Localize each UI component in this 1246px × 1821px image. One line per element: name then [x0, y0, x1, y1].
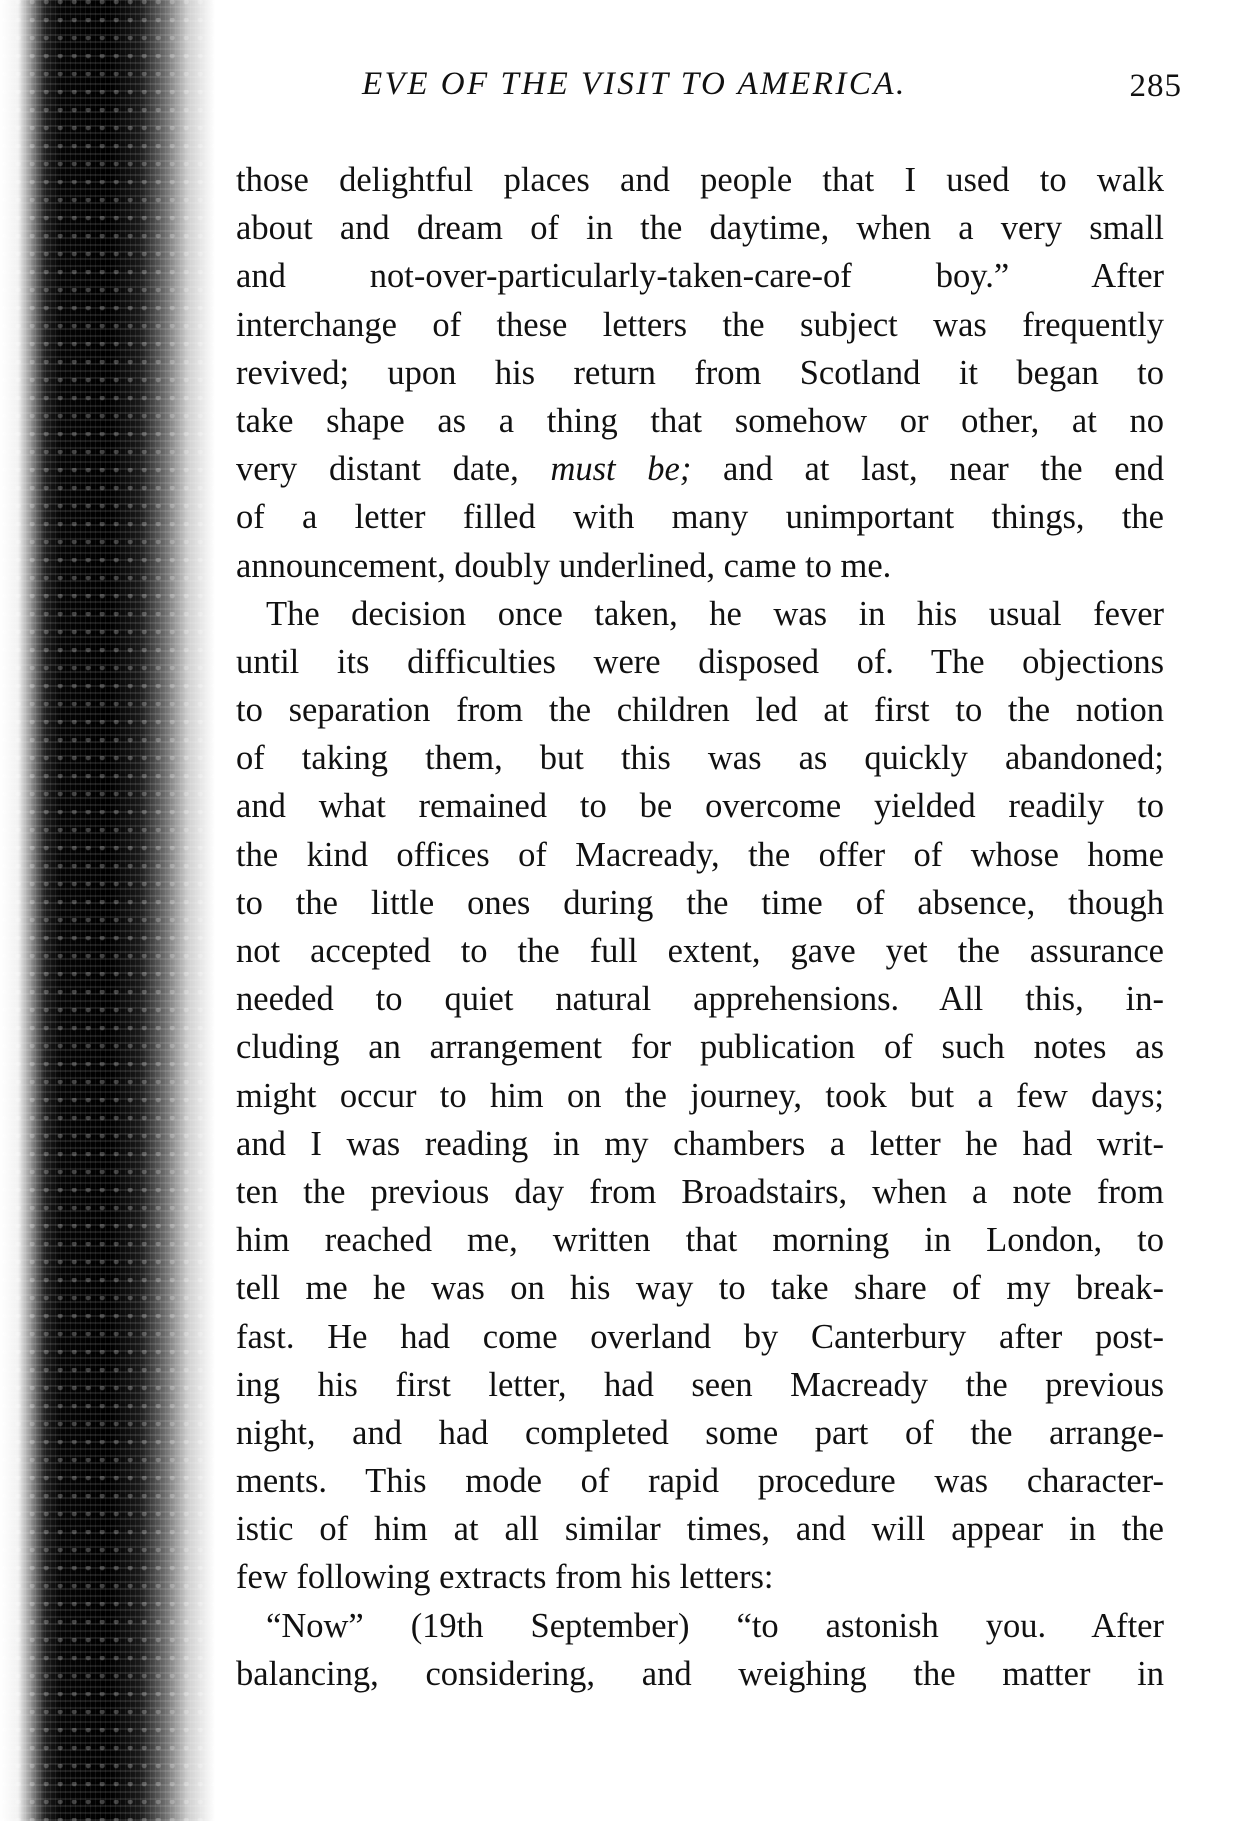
- text-line: night, and had completed some part of the arrange-: [236, 1413, 1164, 1452]
- text-line: ten the previous day from Broadstairs, when a note from: [236, 1172, 1164, 1211]
- text-line: revived; upon his return from Scotland it began to: [236, 353, 1164, 392]
- text-line: ments. This mode of rapid procedure was character-: [236, 1462, 1164, 1501]
- text-line: tell me he was on his way to take share of my break-: [236, 1269, 1164, 1308]
- text-line: take shape as a thing that somehow or other, at no: [236, 401, 1164, 440]
- text-line: of a letter filled with many unimportant things, the: [236, 498, 1164, 537]
- text-line: those delightful places and people that I used to walk: [236, 161, 1164, 199]
- text-segment: very distant date,: [236, 450, 519, 489]
- text-line: not accepted to the full extent, gave yet the assurance: [236, 932, 1164, 970]
- text-line: fast. He had come overland by Canterbury after post-: [236, 1317, 1164, 1356]
- text-line: cluding an arrangement for publication of such notes as: [236, 1028, 1164, 1067]
- text-line: about and dream of in the daytime, when a very small: [236, 209, 1164, 248]
- text-line: of taking them, but this was as quickly abandoned;: [236, 739, 1164, 778]
- running-head: EVE OF THE VISIT TO AMERICA.: [362, 66, 907, 102]
- text-line: to separation from the children led at first to the notion: [236, 691, 1164, 730]
- emphasis-must-be: must be;: [550, 450, 692, 489]
- text-line: announcement, doubly underlined, came to me.: [236, 546, 892, 585]
- text-line: and I was reading in my chambers a letter he had writ-: [236, 1124, 1164, 1163]
- text-line: him reached me, written that morning in London, to: [236, 1221, 1164, 1260]
- page-number: 285: [1129, 68, 1182, 104]
- text-line: istic of him at all similar times, and will appear in the: [236, 1510, 1164, 1549]
- text-line: interchange of these letters the subject was frequently: [236, 305, 1164, 344]
- text-line: might occur to him on the journey, took but a few days;: [236, 1076, 1164, 1115]
- text-line: ing his first letter, had seen Macready the previous: [236, 1365, 1164, 1404]
- text-segment: and at last, near the end: [723, 450, 1165, 489]
- text-line: and what remained to be overcome yielded readily to: [236, 787, 1164, 826]
- text-line: The decision once taken, he was in his usual fever: [266, 594, 1164, 633]
- text-line: until its difficulties were disposed of. The objections: [236, 642, 1164, 681]
- text-line: the kind offices of Macready, the offer of whose home: [236, 835, 1164, 874]
- text-line: balancing, considering, and weighing the matter in: [236, 1654, 1164, 1693]
- body-text: [236, 156, 1164, 1698]
- text-line: and not-over-particularly-taken-care-of boy.” After: [236, 257, 1164, 296]
- gutter-speckle: [0, 0, 215, 1821]
- text-line: to the little ones during the time of absence, though: [236, 883, 1164, 922]
- text-line: few following extracts from his letters:: [236, 1558, 774, 1597]
- page-header: [362, 58, 1182, 118]
- text-line-with-emphasis: [236, 445, 1164, 493]
- text-line: needed to quiet natural apprehensions. All this, in-: [236, 980, 1164, 1019]
- text-line: “Now” (19th September) “to astonish you. After: [266, 1606, 1164, 1645]
